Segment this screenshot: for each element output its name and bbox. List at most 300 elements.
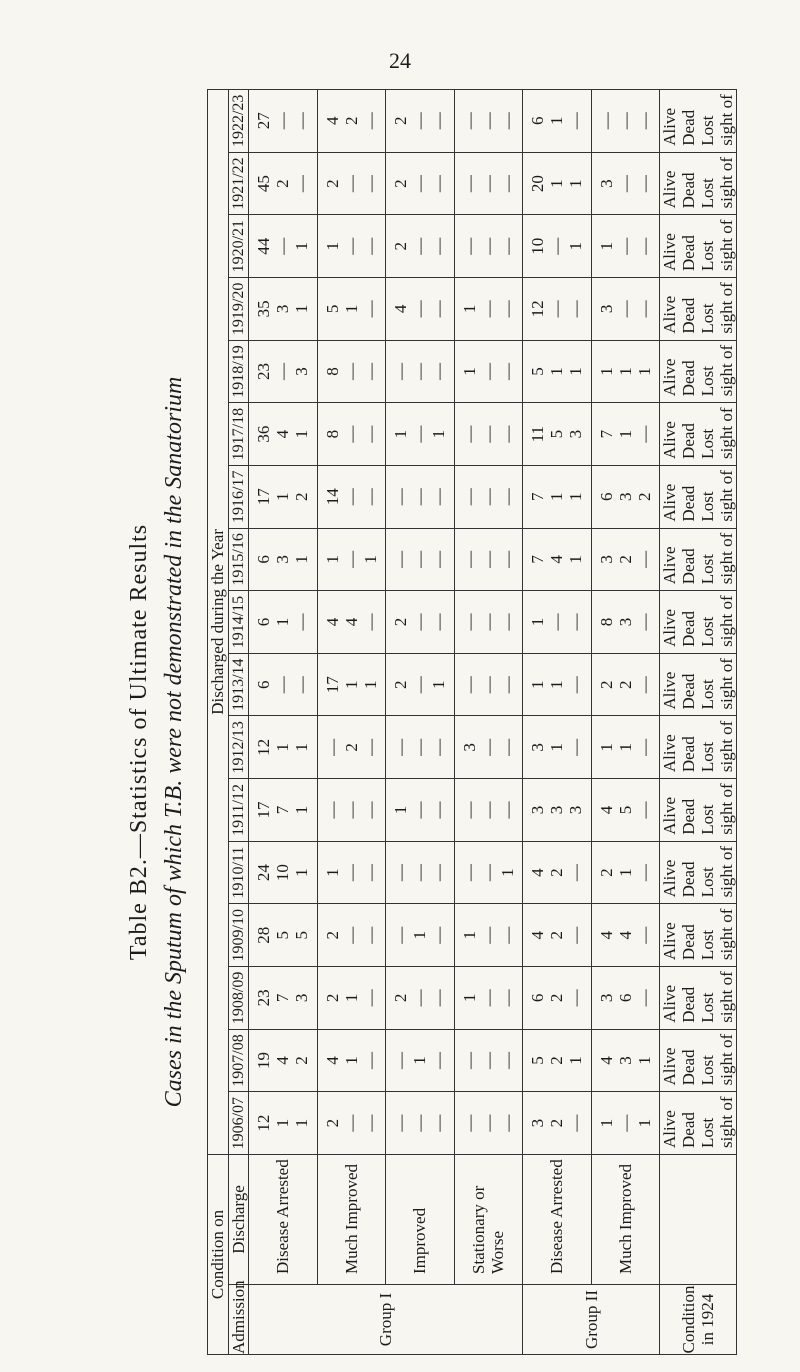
result-value: — [410,738,430,756]
result-value: — [497,676,517,694]
result-value: — [391,864,411,882]
result-value: — [459,801,479,819]
result-value: 1 [615,743,635,752]
result-value: 2 [273,179,293,188]
result-value: — [497,425,517,443]
result-value: 3 [596,179,616,188]
result-value: 2 [322,179,342,188]
outcome-label: Lost sight of [698,658,736,710]
result-value: 2 [615,680,635,689]
result-value: — [429,738,449,756]
outcome-label: Lost sight of [698,971,736,1023]
year-header: 1911/12 [229,779,249,842]
result-cell [317,653,386,716]
outcome-label: Lost sight of [698,908,736,961]
outcome-labels [660,89,737,152]
outcome-labels [660,152,737,215]
result-value: — [478,175,498,193]
result-value: — [341,801,361,819]
result-value: — [322,801,342,819]
outcome-label: Alive [660,358,679,397]
result-value: 1 [322,868,342,877]
admission-header: Admission [229,1280,248,1354]
result-value: 1 [341,680,361,689]
result-cell [523,1092,592,1155]
result-value: — [273,362,293,380]
result-value: — [634,425,654,443]
result-value: 2 [391,179,411,188]
result-cell [249,716,318,779]
result-value: 12 [254,1114,274,1132]
group-label: Group II [523,1285,660,1355]
result-cell [249,403,318,466]
result-value: — [478,425,498,443]
result-value: 28 [254,926,274,944]
result-value: 45 [254,175,274,193]
result-value: 35 [254,300,274,318]
results-table [207,89,737,1355]
result-cell [591,1029,660,1092]
result-cell [386,841,455,904]
outcome-label: Dead [679,109,698,146]
result-value: — [497,175,517,193]
result-cell [523,1029,592,1092]
result-value: — [497,488,517,506]
result-value: 5 [528,367,548,376]
result-value: — [566,300,586,318]
result-cell [249,89,318,152]
result-value: 7 [273,805,293,815]
result-cell [386,340,455,403]
result-value: 1 [566,1056,586,1065]
result-value: 3 [615,1056,635,1065]
result-value: — [478,926,498,944]
result-value: — [410,1114,430,1132]
result-value: 1 [391,805,411,815]
result-cell [591,340,660,403]
result-value: — [634,550,654,568]
result-value: 1 [459,993,479,1003]
result-cell [523,591,592,654]
result-cell [249,340,318,403]
result-value: 3 [528,805,548,815]
result-cell [317,967,386,1030]
table-row [317,89,386,1354]
result-value: — [459,425,479,443]
outcome-label: Dead [679,235,698,272]
result-value: — [615,175,635,193]
result-cell [523,904,592,967]
result-value: — [497,738,517,756]
result-cell [523,89,592,152]
outcome-label: Lost sight of [698,1033,736,1086]
result-cell [386,152,455,215]
result-value: 1 [391,429,411,439]
condition-in-1924-header: Condition in 1924 [660,1285,737,1355]
result-value: — [478,362,498,380]
result-value: — [547,237,567,255]
result-value: — [360,175,380,193]
result-cell [249,779,318,842]
result-value: 1 [273,743,293,752]
outcome-label: Dead [679,485,698,522]
group-label: Group I [249,1285,523,1355]
result-cell [249,967,318,1030]
outcome-label: Dead [679,986,698,1023]
result-value: 24 [254,864,274,882]
result-value: — [634,175,654,193]
result-value: — [360,801,380,819]
result-value: 2 [547,931,567,940]
outcome-labels [660,403,737,466]
result-value: 6 [528,116,548,126]
outcome-labels [660,278,737,341]
result-cell [386,278,455,341]
result-cell [386,215,455,278]
result-value: — [459,237,479,255]
result-value: 2 [596,868,616,877]
outcome-label: Lost sight of [698,783,736,835]
result-cell [249,528,318,591]
result-value: 1 [410,1056,430,1065]
result-cell [523,152,592,215]
result-value: 4 [596,1056,616,1065]
result-value: 1 [615,367,635,376]
outcome-labels [660,779,737,842]
result-value: 2 [634,492,654,502]
outcome-label: Alive [660,984,679,1023]
result-value: 4 [615,931,635,940]
result-value: — [497,112,517,130]
year-header: 1913/14 [229,653,249,716]
year-header: 1914/15 [229,591,249,654]
result-value: 2 [547,1056,567,1065]
result-value: — [360,613,380,631]
result-value: 1 [292,743,312,752]
result-value: 1 [273,617,293,627]
result-value: 5 [322,304,342,314]
result-value: — [391,488,411,506]
year-header: 1915/16 [229,528,249,591]
result-value: 4 [596,931,616,940]
result-value: 3 [596,304,616,314]
year-header: 1906/07 [229,1092,249,1155]
result-value: — [391,1052,411,1070]
result-value: 5 [528,1056,548,1065]
result-value: 3 [615,617,635,627]
result-cell [523,716,592,779]
discharge-condition-label: Disease Arrested [523,1154,592,1284]
result-value: — [478,738,498,756]
outcome-label: Alive [660,671,679,710]
results-table-wrapper [207,90,737,1355]
result-cell [386,403,455,466]
result-value: 2 [391,993,411,1003]
result-value: 8 [596,617,616,627]
result-value: — [429,1052,449,1070]
result-value: 1 [410,931,430,940]
result-cell [523,465,592,528]
result-value: 1 [528,617,548,627]
result-cell [317,779,386,842]
year-header: 1909/10 [229,904,249,967]
result-value: — [429,112,449,130]
result-value: — [497,550,517,568]
outcome-label: Dead [679,548,698,585]
result-value: — [429,1114,449,1132]
outcome-labels [660,591,737,654]
result-cell [591,403,660,466]
result-value: — [360,425,380,443]
result-value: — [273,112,293,130]
result-value: — [341,175,361,193]
result-value: — [410,676,430,694]
outcome-label: Lost sight of [698,595,736,647]
result-value: — [360,112,380,130]
outcome-label: Alive [660,546,679,585]
result-value: — [341,362,361,380]
result-cell [317,716,386,779]
result-cell [454,841,523,904]
result-value: 17 [254,488,274,506]
result-value: 4 [273,1056,293,1065]
result-value: 7 [273,993,293,1003]
year-header: 1919/20 [229,278,249,341]
result-value: 5 [273,931,293,940]
result-value: — [341,550,361,568]
result-value: — [341,1114,361,1132]
result-value: 8 [322,429,342,439]
result-cell [249,904,318,967]
result-value: 1 [322,555,342,564]
outcome-labels [660,967,737,1030]
result-cell [454,779,523,842]
outcome-label: Lost sight of [698,1096,736,1148]
result-cell [454,403,523,466]
result-value: 3 [459,743,479,752]
outcome-label: Dead [679,798,698,835]
result-value: — [360,926,380,944]
result-cell [454,1029,523,1092]
result-value: 1 [322,241,342,251]
result-value: — [410,613,430,631]
result-value: — [391,362,411,380]
result-cell [454,465,523,528]
result-cell [523,779,592,842]
result-cell [386,967,455,1030]
result-value: — [634,801,654,819]
result-value: — [459,488,479,506]
result-value: — [497,300,517,318]
result-value: 1 [547,367,567,376]
result-value: — [459,112,479,130]
result-value: 1 [615,429,635,439]
result-cell [591,591,660,654]
year-header: 1920/21 [229,215,249,278]
result-cell [317,89,386,152]
result-value: — [410,362,430,380]
result-value: 2 [391,617,411,627]
outcome-label: Lost sight of [698,219,736,272]
result-value: 1 [292,555,312,564]
result-cell [454,528,523,591]
result-value: 1 [634,1056,654,1065]
discharge-condition-label: Disease Arrested [249,1154,318,1284]
result-cell [454,591,523,654]
result-value: — [478,989,498,1007]
outcome-label: Dead [679,924,698,961]
result-value: — [429,864,449,882]
result-cell [454,89,523,152]
result-value: — [410,864,430,882]
result-value: — [273,237,293,255]
result-value: 5 [615,805,635,815]
result-value: — [497,989,517,1007]
outcome-label: Alive [660,295,679,334]
result-cell [523,215,592,278]
year-header: 1921/22 [229,152,249,215]
result-cell [523,967,592,1030]
condition-on-header: Condition on [208,1154,229,1354]
result-value: 4 [273,429,293,439]
result-value: — [410,989,430,1007]
result-value: 3 [566,429,586,439]
result-value: 8 [322,367,342,376]
result-value: 1 [292,868,312,877]
result-cell [249,653,318,716]
result-value: 2 [547,993,567,1003]
outcome-label: Alive [660,609,679,647]
result-value: — [360,1114,380,1132]
result-cell [591,904,660,967]
outcome-label: Lost sight of [698,407,736,459]
discharge-condition-label: Much Improved [317,1154,386,1284]
outcome-label: Dead [679,861,698,898]
result-cell [454,278,523,341]
outcome-label: Alive [660,107,679,146]
result-value: — [634,676,654,694]
result-cell [386,779,455,842]
result-value: — [410,425,430,443]
result-value: 2 [391,116,411,126]
result-cell [454,152,523,215]
result-value: 1 [596,367,616,376]
discharge-condition-label: Much Improved [591,1154,660,1284]
table-subtitle: Cases in the Sputum of which T.B. were not demonstrated in the Sanatorium [161,376,187,1108]
discharge-condition-label: Improved [386,1154,455,1284]
result-value: 2 [322,1118,342,1128]
result-cell [523,653,592,716]
result-value: 36 [254,425,274,443]
result-value: — [615,300,635,318]
result-cell [386,89,455,152]
result-value: — [429,362,449,380]
result-cell [317,465,386,528]
table-row [249,89,318,1354]
result-value: — [634,112,654,130]
result-cell [454,340,523,403]
outcome-label: Alive [660,1110,679,1148]
result-cell [591,215,660,278]
year-header: 1922/23 [229,89,249,152]
result-value: — [429,237,449,255]
result-value: — [478,488,498,506]
result-value: 3 [528,743,548,752]
result-value: — [429,989,449,1007]
outcome-label: Lost sight of [698,344,736,397]
result-value: 2 [391,680,411,689]
result-value: 6 [528,993,548,1003]
result-value: — [410,488,430,506]
outcome-labels [660,1092,737,1155]
outcome-label: Alive [660,797,679,835]
result-cell [386,653,455,716]
result-value: — [566,864,586,882]
result-value: — [341,926,361,944]
result-value: — [497,1114,517,1132]
result-value: — [410,801,430,819]
result-value: — [547,300,567,318]
result-value: — [459,1114,479,1132]
result-cell [591,779,660,842]
result-value: — [478,1114,498,1132]
result-cell [591,841,660,904]
year-header: 1907/08 [229,1029,249,1092]
result-value: 3 [528,1118,548,1128]
table-row [454,89,523,1354]
result-value: — [615,112,635,130]
outcome-labels [660,716,737,779]
result-value: — [634,613,654,631]
result-value: 1 [292,429,312,439]
result-value: — [429,926,449,944]
result-value: 4 [547,555,567,564]
result-value: 5 [292,931,312,940]
result-value: 1 [547,116,567,126]
result-value: 1 [292,1118,312,1128]
result-value: 2 [615,555,635,564]
result-value: 1 [429,429,449,439]
result-value: — [634,300,654,318]
result-value: — [341,864,361,882]
outcome-labels [660,1029,737,1092]
outcome-label: Alive [660,1047,679,1086]
result-value: 1 [596,241,616,251]
outcome-label: Lost sight of [698,720,736,773]
outcome-label: Alive [660,421,679,459]
result-value: — [360,362,380,380]
result-value: 6 [254,555,274,564]
result-value: 20 [528,175,548,193]
result-value: 3 [292,993,312,1003]
result-cell [454,716,523,779]
result-cell [317,841,386,904]
result-value: — [429,300,449,318]
result-value: 4 [322,1056,342,1065]
result-value: — [634,926,654,944]
result-cell [317,904,386,967]
result-value: 1 [547,492,567,502]
result-cell [317,591,386,654]
result-cell [249,591,318,654]
page-number: 24 [389,48,411,73]
outcome-labels [660,653,737,716]
result-cell [317,215,386,278]
result-value: 27 [254,112,274,130]
outcome-label: Dead [679,736,698,773]
result-value: — [566,738,586,756]
result-value: — [459,550,479,568]
